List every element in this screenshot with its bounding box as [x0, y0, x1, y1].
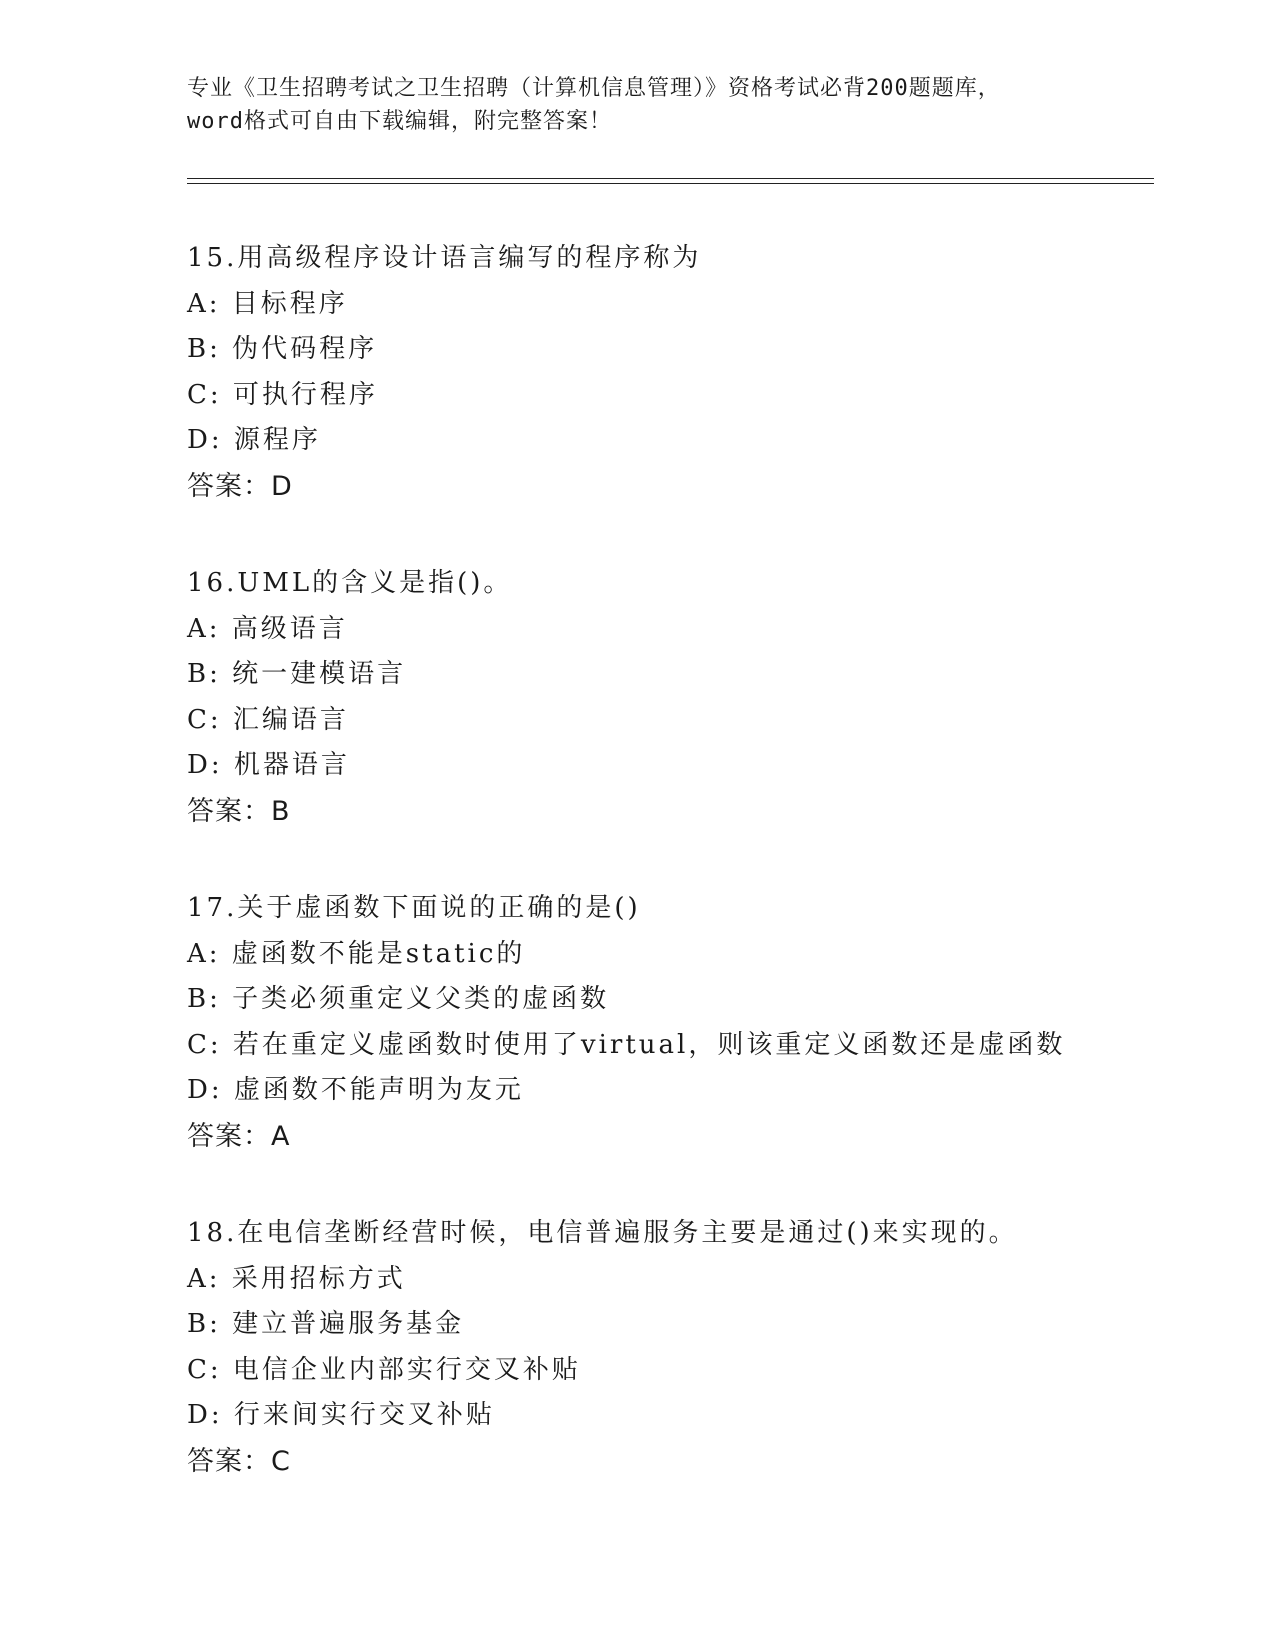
option-c: C: 可执行程序 — [187, 379, 378, 410]
option-c: C: 汇编语言 — [187, 704, 349, 735]
option-d: D: 源程序 — [187, 425, 321, 455]
question-title: 16.UML的含义是指()。 — [187, 568, 513, 598]
answer-label: 答案：C — [187, 1445, 291, 1477]
header-line-1: 专业《卫生招聘考试之卫生招聘（计算机信息管理）》资格考试必背200题题库， — [187, 76, 1001, 101]
answer-label: 答案：A — [187, 1120, 291, 1152]
option-a: A: 采用招标方式 — [187, 1263, 406, 1294]
option-a: A: 目标程序 — [187, 288, 348, 319]
option-c: C: 电信企业内部实行交叉补贴 — [187, 1354, 581, 1385]
question-17 — [187, 886, 1167, 1159]
question-18 — [187, 1211, 1167, 1484]
option-b: B: 统一建模语言 — [187, 659, 407, 689]
option-d: D: 虚函数不能声明为友元 — [187, 1075, 524, 1105]
option-b: B: 建立普遍服务基金 — [187, 1309, 465, 1339]
header-divider-bottom — [187, 183, 1154, 184]
answer-label: 答案：D — [187, 470, 293, 502]
option-a: A: 高级语言 — [187, 613, 348, 644]
answer-label: 答案：B — [187, 795, 291, 827]
question-16 — [187, 561, 1167, 834]
option-d: D: 机器语言 — [187, 750, 350, 780]
option-c: C: 若在重定义虚函数时使用了virtual，则该重定义函数还是虚函数 — [187, 1029, 1066, 1060]
question-title: 15.用高级程序设计语言编写的程序称为 — [187, 243, 702, 273]
question-15 — [187, 236, 1167, 509]
option-b: B: 子类必须重定义父类的虚函数 — [187, 984, 610, 1014]
question-title: 17.关于虚函数下面说的正确的是() — [187, 893, 641, 923]
question-list — [187, 236, 1167, 1536]
option-b: B: 伪代码程序 — [187, 334, 378, 364]
document-header — [187, 72, 1087, 138]
option-d: D: 行来间实行交叉补贴 — [187, 1400, 495, 1430]
option-a: A: 虚函数不能是static的 — [187, 938, 526, 969]
question-title: 18.在电信垄断经营时候，电信普遍服务主要是通过()来实现的。 — [187, 1218, 1018, 1248]
header-line-2: word格式可自由下载编辑，附完整答案！ — [187, 109, 612, 134]
header-divider-top — [187, 178, 1154, 179]
